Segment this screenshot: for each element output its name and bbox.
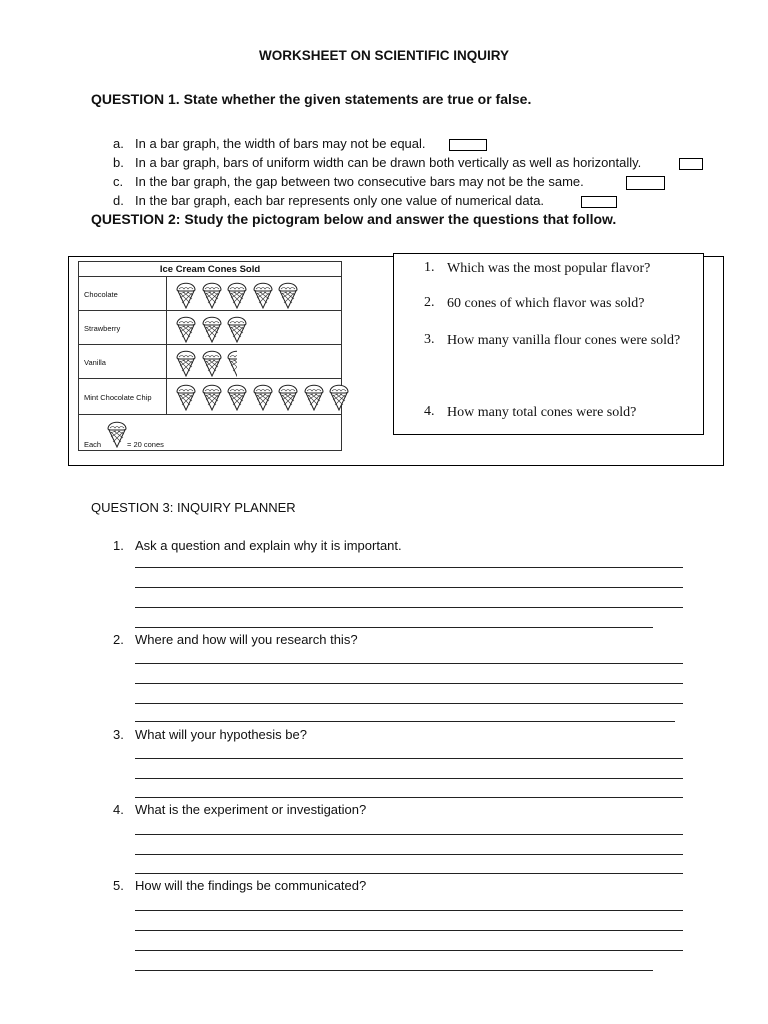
- answer-line[interactable]: [135, 683, 683, 684]
- answer-line[interactable]: [135, 721, 675, 722]
- tf-text: In the bar graph, the gap between two consecutive bars may not be the same.: [135, 174, 584, 189]
- planner-number: 4.: [113, 802, 124, 817]
- answer-line[interactable]: [135, 970, 653, 971]
- answer-line[interactable]: [135, 854, 683, 855]
- answer-line[interactable]: [135, 703, 683, 704]
- ice-cream-cone-icon: [226, 379, 248, 411]
- question-text: Which was the most popular flavor?: [447, 261, 651, 276]
- key-ice-cream-cone-icon: [106, 416, 128, 448]
- question-text: How many total cones were sold?: [447, 405, 637, 420]
- planner-prompt: Ask a question and explain why it is important.: [135, 538, 402, 553]
- row-label: Chocolate: [84, 290, 118, 299]
- tf-answer-box-a[interactable]: [449, 139, 487, 151]
- tf-answer-box-d[interactable]: [581, 196, 617, 208]
- pictogram: [78, 261, 342, 451]
- answer-line[interactable]: [135, 910, 683, 911]
- answer-line[interactable]: [135, 758, 683, 759]
- answer-line[interactable]: [135, 930, 683, 931]
- question-2-heading: QUESTION 2: Study the pictogram below and answer the questions that follow.: [91, 211, 617, 227]
- ice-cream-cone-icon: [252, 277, 274, 309]
- worksheet-title: WORKSHEET ON SCIENTIFIC INQUIRY: [258, 48, 509, 63]
- ice-cream-cone-icon: [175, 379, 197, 411]
- ice-cream-cone-icon: [201, 379, 223, 411]
- answer-line[interactable]: [135, 663, 683, 664]
- tf-answer-box-c[interactable]: [626, 176, 665, 190]
- planner-prompt: Where and how will you research this?: [135, 632, 358, 647]
- question-number: 4.: [424, 404, 435, 419]
- ice-cream-cone-icon: [277, 277, 299, 309]
- pictogram-questions-box: [393, 253, 704, 435]
- planner-number: 1.: [113, 538, 124, 553]
- answer-line[interactable]: [135, 797, 683, 798]
- planner-number: 3.: [113, 727, 124, 742]
- planner-prompt: What will your hypothesis be?: [135, 727, 307, 742]
- answer-line[interactable]: [135, 627, 653, 628]
- answer-line[interactable]: [135, 834, 683, 835]
- answer-line[interactable]: [135, 778, 683, 779]
- planner-number: 5.: [113, 878, 124, 893]
- ice-cream-cone-icon: [226, 277, 248, 309]
- tf-statement-c: [113, 174, 584, 189]
- ice-cream-cone-icon: [252, 379, 274, 411]
- ice-cream-cone-icon: [175, 345, 197, 377]
- tf-letter: a.: [113, 136, 124, 151]
- tf-statement-d: [113, 193, 544, 208]
- pictogram-column-divider: [166, 276, 167, 414]
- tf-letter: c.: [113, 174, 124, 189]
- planner-prompt: What is the experiment or investigation?: [135, 802, 367, 817]
- key-value-label: = 20 cones: [127, 440, 164, 449]
- ice-cream-cone-icon: [175, 311, 197, 343]
- tf-answer-box-b[interactable]: [679, 158, 703, 170]
- pictogram-key-divider: [79, 414, 341, 415]
- key-each-label: Each: [84, 440, 102, 449]
- tf-text: In a bar graph, the width of bars may not be equal.: [135, 136, 426, 151]
- answer-line[interactable]: [135, 873, 683, 874]
- question-3-heading: QUESTION 3: INQUIRY PLANNER: [91, 500, 296, 515]
- half-ice-cream-cone-icon: [226, 345, 248, 377]
- ice-cream-cone-icon: [328, 379, 350, 411]
- pictogram-title: Ice Cream Cones Sold: [159, 264, 261, 275]
- answer-line[interactable]: [135, 587, 683, 588]
- planner-prompt: How will the findings be communicated?: [135, 878, 367, 893]
- answer-line[interactable]: [135, 950, 683, 951]
- ice-cream-cone-icon: [226, 311, 248, 343]
- ice-cream-cone-icon: [175, 277, 197, 309]
- ice-cream-cone-icon: [277, 379, 299, 411]
- question-number: 1.: [424, 260, 435, 275]
- question-number: 3.: [424, 332, 435, 347]
- question-text: How many vanilla flour cones were sold?: [447, 333, 681, 348]
- question-text: 60 cones of which flavor was sold?: [447, 296, 645, 311]
- ice-cream-cone-icon: [201, 277, 223, 309]
- answer-line[interactable]: [135, 567, 683, 568]
- ice-cream-cone-icon: [201, 345, 223, 377]
- tf-statement-b: [113, 155, 641, 170]
- answer-line[interactable]: [135, 607, 683, 608]
- planner-number: 2.: [113, 632, 124, 647]
- row-label: Mint Chocolate Chip: [84, 393, 152, 402]
- question-1-heading: QUESTION 1. State whether the given statements are true or false.: [91, 91, 532, 107]
- question-number: 2.: [424, 295, 435, 310]
- ice-cream-cone-icon: [303, 379, 325, 411]
- tf-letter: d.: [113, 193, 124, 208]
- tf-text: In a bar graph, bars of uniform width can be drawn both vertically as well as horizontally.: [135, 155, 642, 170]
- tf-text: In the bar graph, each bar represents only one value of numerical data.: [135, 193, 545, 208]
- tf-letter: b.: [113, 155, 124, 170]
- row-label: Vanilla: [84, 358, 106, 367]
- ice-cream-cone-icon: [201, 311, 223, 343]
- row-label: Strawberry: [84, 324, 121, 333]
- tf-statement-a: [113, 136, 426, 151]
